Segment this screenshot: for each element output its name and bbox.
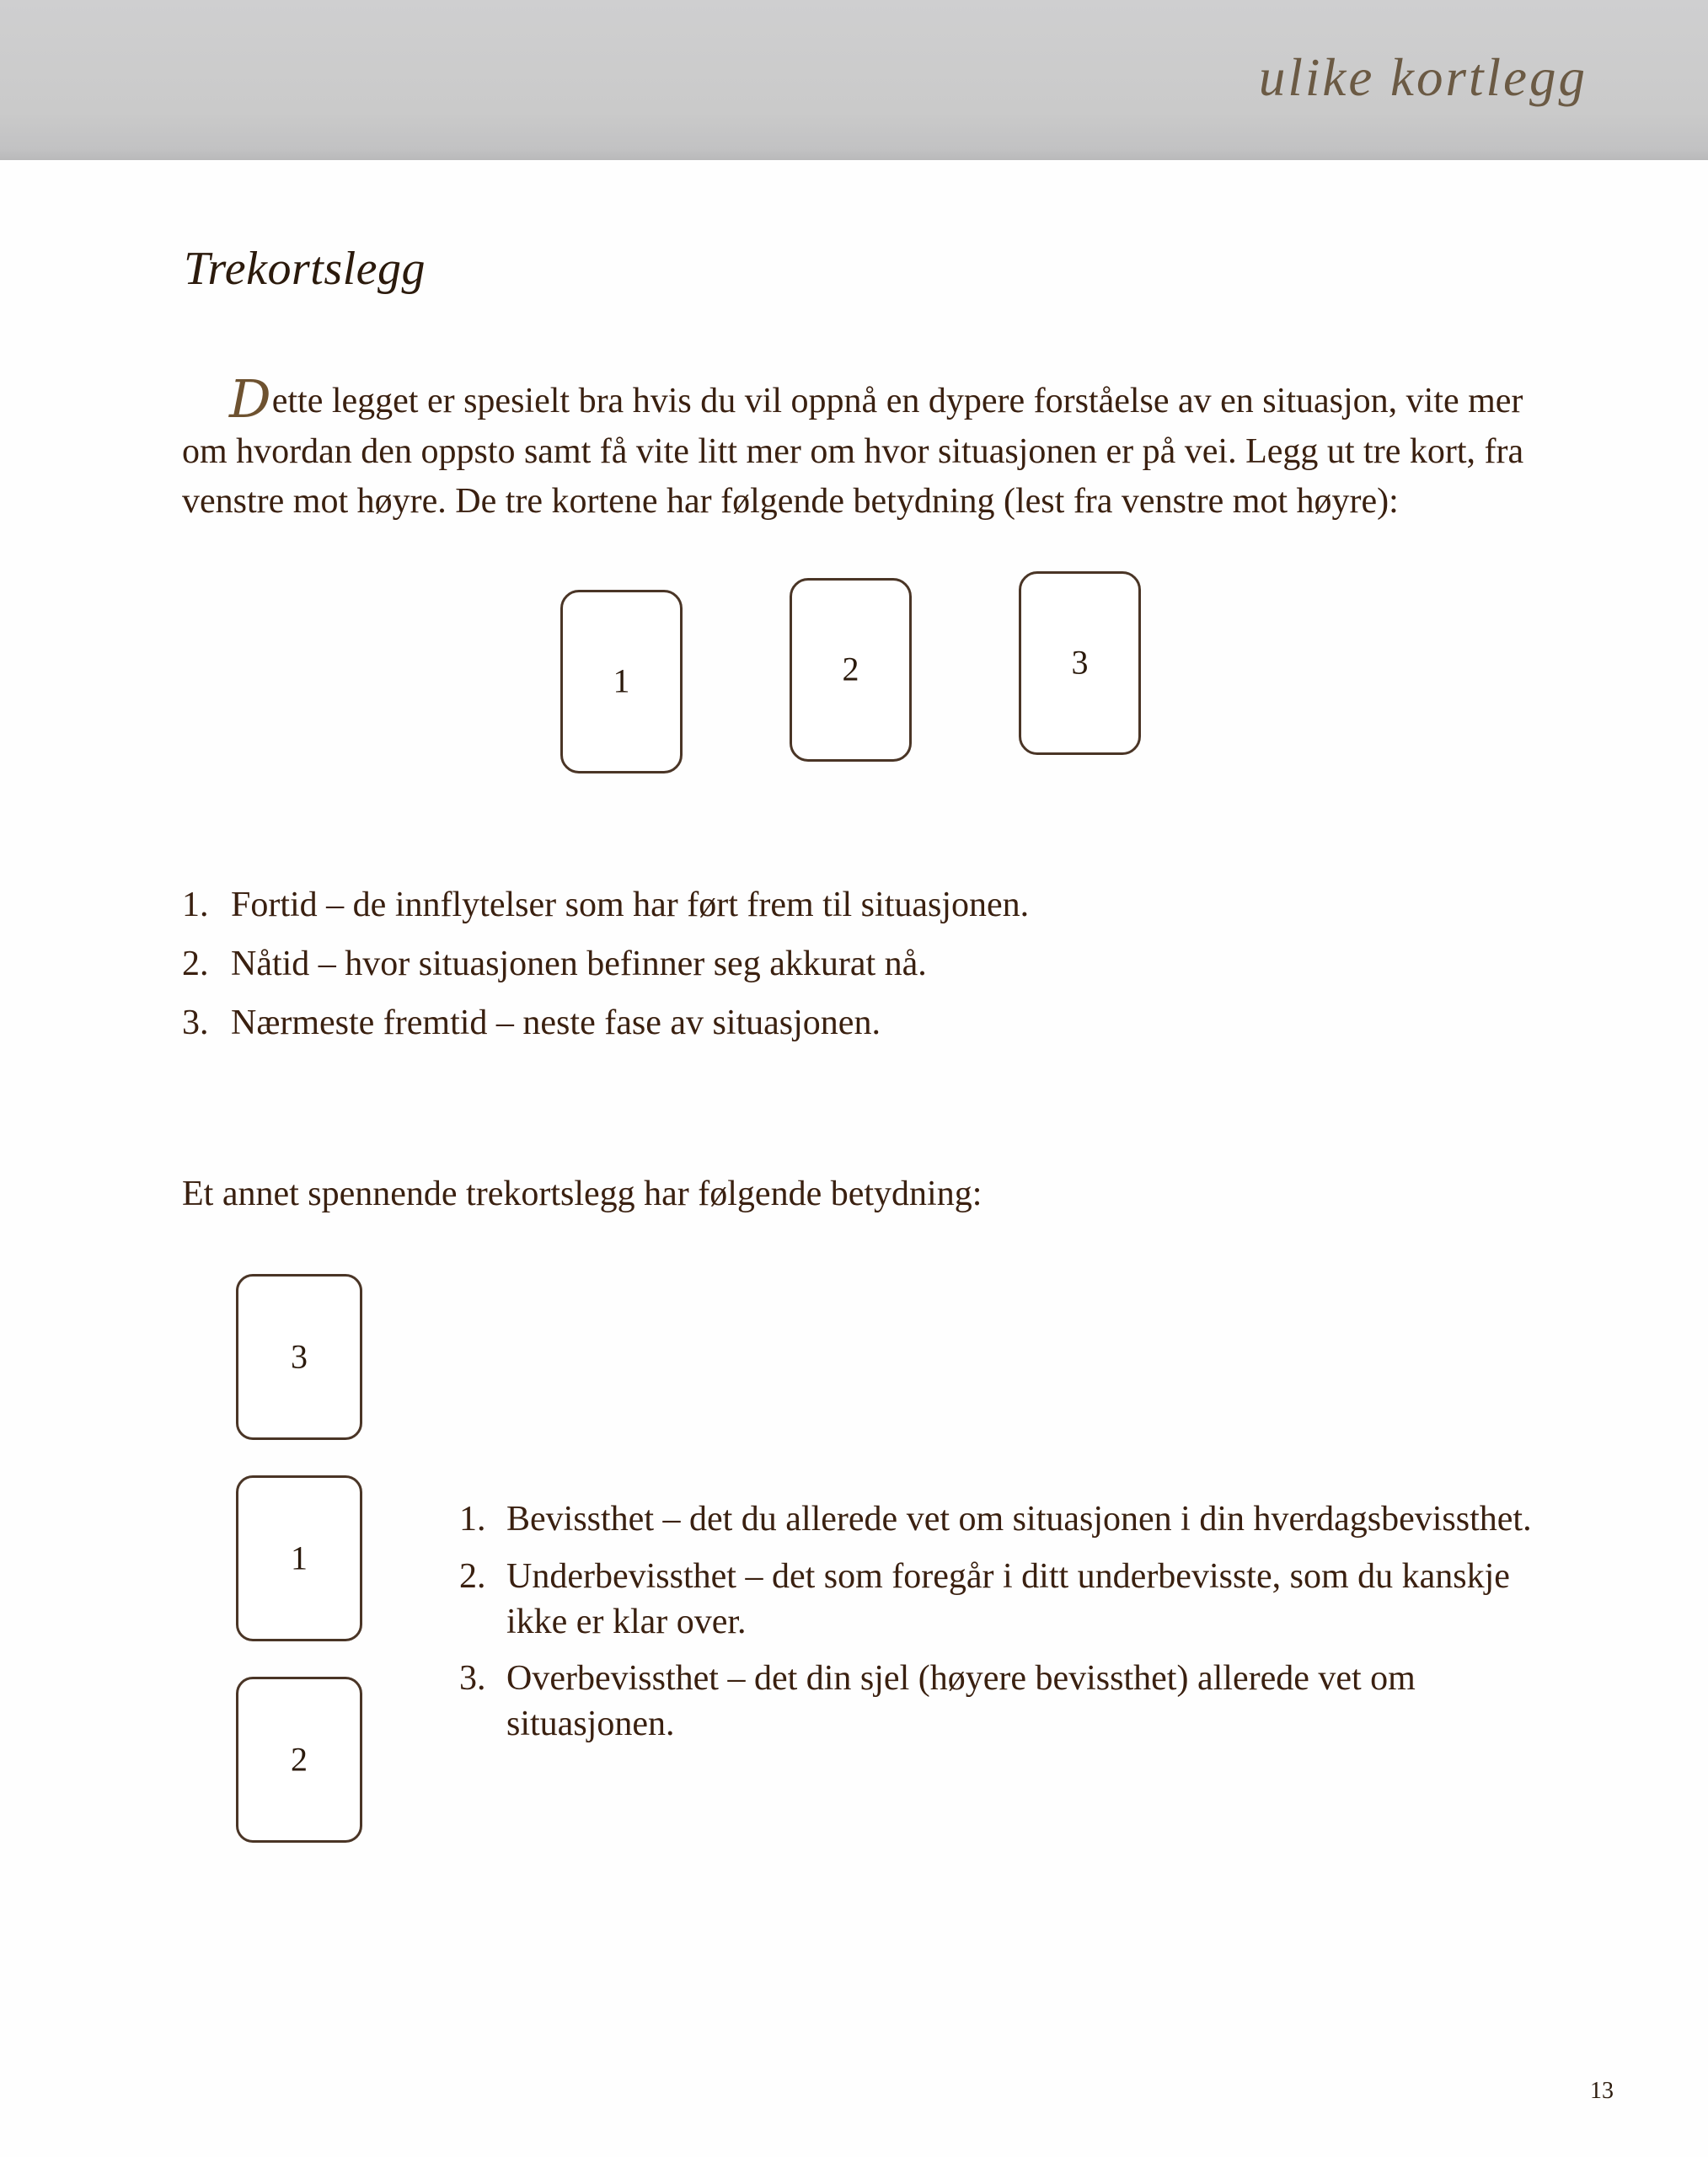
list-marker: 1. bbox=[459, 1500, 486, 1539]
list-marker: 1. bbox=[182, 886, 209, 924]
card-number-label: 1 bbox=[613, 661, 630, 700]
list-marker: 2. bbox=[182, 945, 209, 984]
card-slot bbox=[236, 1475, 362, 1641]
drop-cap-letter: D bbox=[229, 368, 271, 430]
list-item-text: Overbevissthet – det din sjel (høyere bevissthet) allerede vet om situasjonen. bbox=[506, 1659, 1416, 1743]
page-header-band bbox=[0, 0, 1708, 160]
intro-paragraph bbox=[182, 368, 1564, 527]
card-meanings-list-two bbox=[459, 1497, 1563, 1759]
list-marker: 2. bbox=[459, 1556, 486, 1596]
card-number-label: 3 bbox=[1071, 643, 1089, 682]
list-item-text: Underbevissthet – det som foregår i ditt underbevisste, som du kanskje ikke er klar over. bbox=[506, 1556, 1510, 1641]
running-header-title: ulike kortlegg bbox=[1258, 48, 1588, 107]
card-slot bbox=[1019, 571, 1141, 755]
list-item bbox=[182, 1004, 1277, 1041]
card-slot bbox=[790, 578, 912, 762]
vertical-card-layout bbox=[236, 1274, 362, 1843]
list-item-text: Fortid – de innflytelser som har ført frem til situasjonen. bbox=[231, 886, 1030, 924]
list-item bbox=[459, 1555, 1563, 1646]
horizontal-card-layout bbox=[560, 590, 1141, 773]
card-slot bbox=[236, 1677, 362, 1843]
card-number-label: 3 bbox=[291, 1337, 308, 1376]
card-number-label: 2 bbox=[291, 1740, 308, 1779]
card-slot bbox=[560, 590, 683, 773]
page-number: 13 bbox=[1590, 2078, 1614, 2104]
list-item bbox=[459, 1497, 1563, 1543]
card-number-label: 2 bbox=[842, 650, 859, 688]
list-item bbox=[182, 886, 1277, 923]
list-marker: 3. bbox=[182, 1004, 209, 1043]
page-title: Trekortslegg bbox=[184, 243, 426, 295]
card-slot bbox=[236, 1274, 362, 1440]
secondary-intro-paragraph: Et annet spennende trekortslegg har følgende betydning: bbox=[182, 1175, 983, 1213]
list-item-text: Bevissthet – det du allerede vet om situasjonen i din hverdagsbevissthet. bbox=[506, 1500, 1532, 1539]
list-item-text: Nærmeste fremtid – neste fase av situasjonen. bbox=[231, 1004, 881, 1043]
card-meanings-list-one bbox=[182, 886, 1277, 1063]
card-number-label: 1 bbox=[291, 1539, 308, 1577]
list-item bbox=[182, 945, 1277, 982]
intro-paragraph-text: ette legget er spesielt bra hvis du vil oppnå en dypere forståelse av en situasjon, vite mer om hvordan den oppsto samt få vite litt mer om hvor situasjonen er på vei. Legg ut tre kort, fra venstre mot høyre. De tre kortene har følgende betydning (lest fra venstre mot høyre): bbox=[182, 382, 1524, 522]
list-marker: 3. bbox=[459, 1659, 486, 1699]
list-item-text: Nåtid – hvor situasjonen befinner seg akkurat nå. bbox=[231, 945, 927, 984]
list-item bbox=[459, 1657, 1563, 1748]
